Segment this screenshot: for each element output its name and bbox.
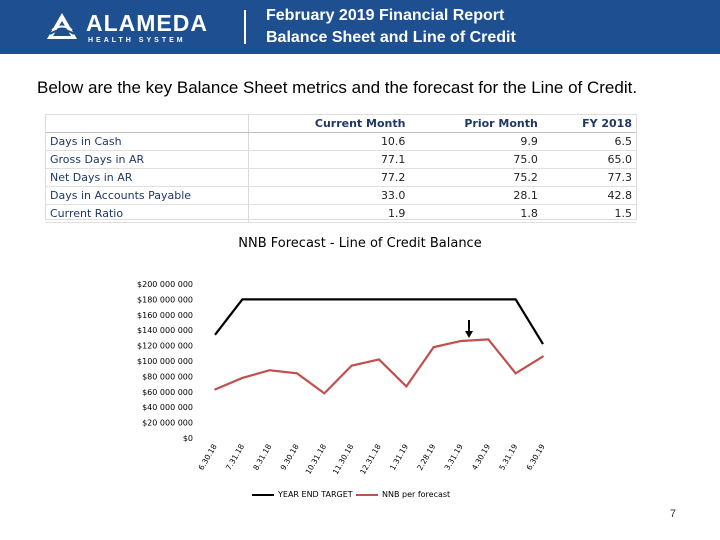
cell-value: 33.0	[249, 187, 410, 205]
legend-label: NNB per forecast	[382, 490, 451, 499]
x-tick-label: 12.31.18	[358, 442, 383, 476]
y-tick-label: $160 000 000	[137, 310, 193, 320]
data-point	[542, 355, 544, 357]
row-label: Days in Cash	[46, 133, 224, 151]
cell-value: 77.1	[249, 151, 410, 169]
data-point	[460, 340, 462, 342]
y-tick-label: $200 000 000	[137, 280, 193, 289]
cell-value: 1.9	[249, 205, 410, 223]
x-tick-label: 4.30.19	[469, 442, 493, 472]
report-subtitle: Balance Sheet and Line of Credit	[266, 29, 516, 46]
data-point	[515, 372, 517, 374]
cell-value: 65.0	[542, 151, 636, 169]
data-point	[378, 359, 380, 361]
legend-item-target	[252, 490, 353, 499]
cell-value: 10.6	[249, 133, 410, 151]
intro-text: Below are the key Balance Sheet metrics and the forecast for the Line of Credit.	[37, 78, 638, 97]
col-current-month: Current Month	[249, 115, 410, 133]
x-tick-label: 1.31.19	[387, 442, 411, 472]
cell-value: 42.8	[542, 187, 636, 205]
cell-value: 77.3	[542, 169, 636, 187]
cell-value: 77.2	[249, 169, 410, 187]
row-label: Net Days in AR	[46, 169, 224, 187]
y-tick-label: $120 000 000	[137, 341, 193, 351]
data-point	[241, 377, 243, 379]
cell-value: 75.0	[409, 151, 541, 169]
x-tick-label: 10.31.18	[303, 442, 329, 476]
x-tick-label: 8.31.18	[251, 442, 274, 472]
cell-value: 1.8	[409, 205, 541, 223]
cell-value: 1.5	[542, 205, 636, 223]
chart-title: NNB Forecast - Line of Credit Balance	[238, 236, 482, 251]
cell-value: 28.1	[409, 187, 541, 205]
x-tick-label: 2.28.19	[415, 442, 438, 472]
row-label: Current Ratio	[46, 205, 224, 223]
logo-subtitle: HEALTH SYSTEM	[88, 37, 186, 44]
data-point	[214, 389, 216, 391]
row-label: Gross Days in AR	[46, 151, 224, 169]
y-tick-label: $180 000 000	[137, 295, 193, 305]
y-tick-label: $100 000 000	[137, 357, 193, 366]
col-prior-month: Prior Month	[409, 115, 541, 133]
x-tick-label: 7.31.18	[223, 442, 247, 472]
y-tick-label: $140 000 000	[137, 326, 193, 336]
data-point	[269, 369, 271, 371]
y-tick-label: $40 000 000	[142, 403, 193, 413]
cell-value: 75.2	[409, 169, 541, 187]
x-tick-label: 5.31.19	[497, 442, 520, 472]
logo-name: ALAMEDA	[86, 10, 208, 36]
cell-value: 9.9	[409, 133, 541, 151]
y-tick-label: $60 000 000	[142, 387, 193, 397]
x-tick-label: 3.31.19	[442, 442, 465, 472]
data-point	[405, 386, 407, 388]
data-point	[351, 365, 353, 367]
chart-legend	[0, 490, 720, 504]
down-arrow-icon	[465, 331, 473, 338]
y-tick-label: $80 000 000	[142, 372, 193, 382]
col-fy-2018: FY 2018	[542, 115, 636, 133]
y-tick-label: $20 000 000	[142, 418, 193, 428]
data-point	[487, 339, 489, 341]
legend-swatch	[356, 494, 378, 496]
x-tick-label: 6.30.18	[196, 442, 219, 472]
legend-label: YEAR END TARGET	[278, 490, 353, 499]
x-tick-label: 11.30.18	[330, 442, 356, 476]
series-line-nnb-forecast	[215, 339, 543, 393]
report-title: February 2019 Financial Report	[266, 7, 505, 24]
data-point	[433, 346, 435, 348]
y-tick-label: $0	[182, 434, 193, 443]
page-number: 7	[669, 508, 676, 520]
data-point	[323, 392, 325, 394]
series-line-year-end-target	[215, 299, 543, 344]
legend-item-forecast	[356, 490, 450, 499]
x-tick-label: 6.30.19	[524, 442, 547, 472]
cell-value: 6.5	[542, 133, 636, 151]
row-label: Days in Accounts Payable	[46, 187, 224, 205]
data-point	[296, 372, 298, 374]
legend-swatch	[252, 494, 274, 496]
x-tick-label: 9.30.18	[278, 442, 301, 472]
